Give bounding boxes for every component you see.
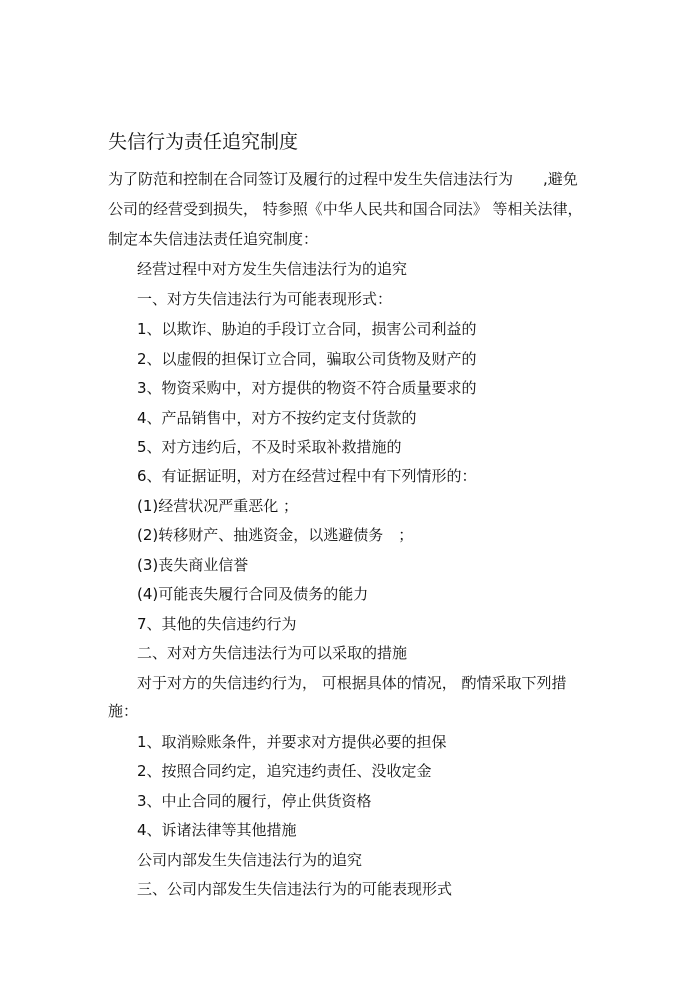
sub-list-item: (1)经营状况严重恶化 ； (137, 497, 299, 515)
measure-item: 1、取消赊账条件，并要求对方提供必要的担保 (137, 733, 447, 751)
measure-item: 2、按照合同约定，追究违约责任、没收定金 (137, 762, 432, 780)
list-item: 6、有证据证明，对方在经营过程中有下列情形的： (137, 467, 477, 485)
section-internal-heading: 公司内部发生失信违法行为的追究 (137, 851, 363, 869)
intro-line-3: 制定本失信违法责任追究制度： (108, 230, 319, 248)
document-title: 失信行为责任追究制度 (108, 131, 299, 153)
list-item: 1、以欺诈、胁迫的手段订立合同，损害公司利益的 (137, 320, 477, 338)
measure-item: 4、诉诸法律等其他措施 (137, 821, 297, 839)
intro-line-1: 为了防范和控制在合同签订及履行的过程中发生失信违法行为 ,避免 (108, 170, 578, 188)
list-item-7: 7、其他的失信违约行为 (137, 615, 297, 633)
part1-title: 一、对方失信违法行为可能表现形式： (137, 290, 393, 308)
list-item: 3、物资采购中，对方提供的物资不符合质量要求的 (137, 379, 477, 397)
list-item: 2、以虚假的担保订立合同，骗取公司货物及财产的 (137, 350, 477, 368)
part2-intro-line-2: 施： (108, 702, 139, 720)
part3-title: 三、公司内部发生失信违法行为的可能表现形式 (137, 880, 453, 898)
measure-item: 3、中止合同的履行，停止供货资格 (137, 792, 372, 810)
part2-intro-line-1: 对于对方的失信违约行为， 可根据具体的情况， 酌情采取下列措 (137, 674, 567, 692)
sub-list-item: (2)转移财产、抽逃资金，以逃避债务 ； (137, 526, 414, 544)
part2-title: 二、对对方失信违法行为可以采取的措施 (137, 644, 408, 662)
section-external-heading: 经营过程中对方发生失信违法行为的追究 (137, 260, 408, 278)
list-item: 4、产品销售中，对方不按约定支付货款的 (137, 409, 417, 427)
intro-line-2: 公司的经营受到损失， 特参照《中华人民共和国合同法》 等相关法律， (108, 200, 583, 218)
list-item: 5、对方违约后，不及时采取补救措施的 (137, 438, 402, 456)
sub-list-item: (3)丧失商业信誉 (137, 556, 249, 574)
sub-list-item: (4)可能丧失履行合同及债务的能力 (137, 585, 369, 603)
